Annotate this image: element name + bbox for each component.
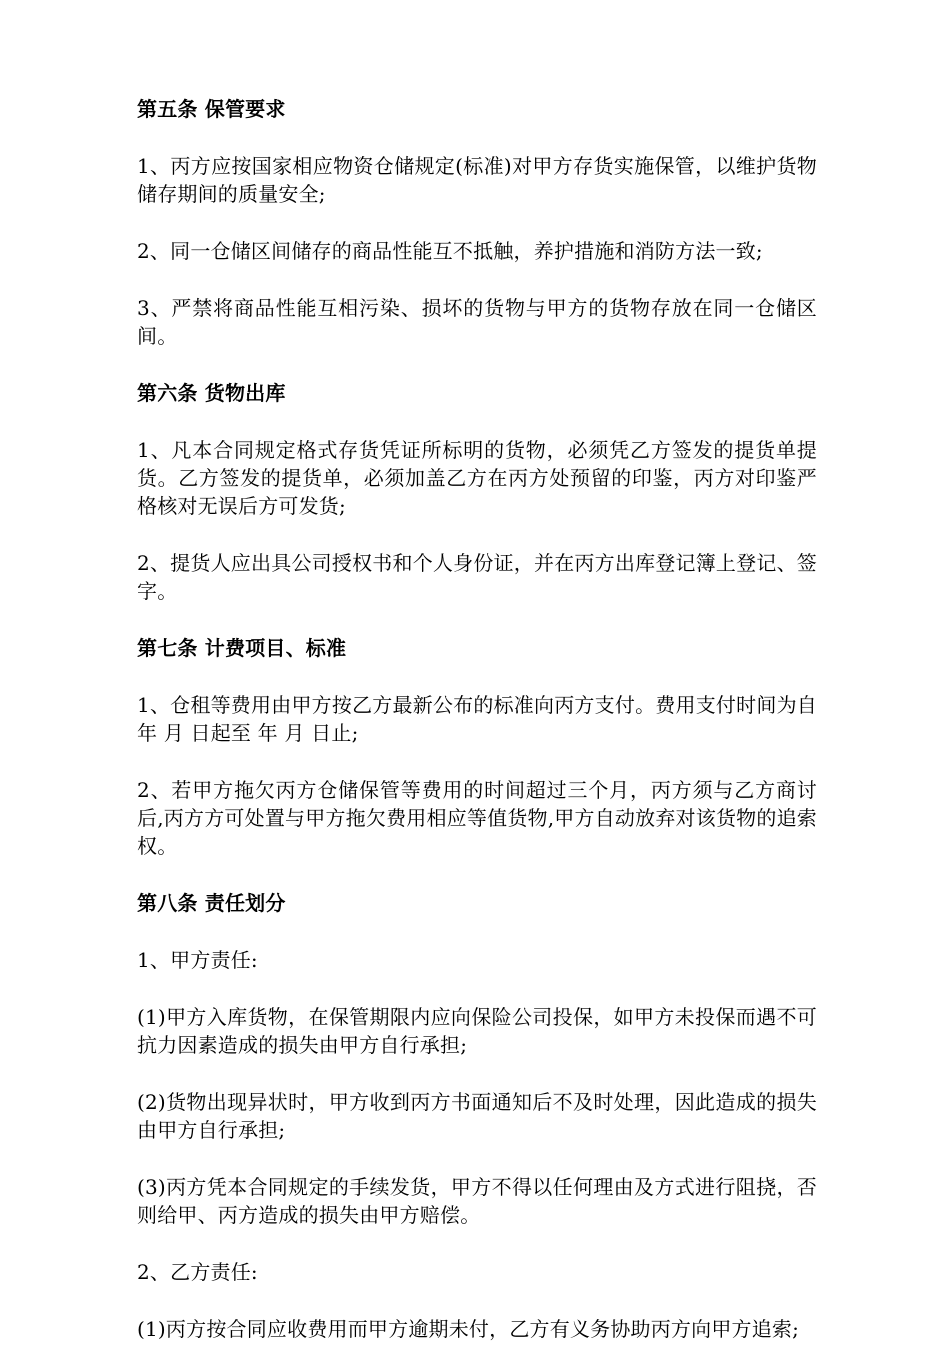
section-8-party-a-item-3: (3)丙方凭本合同规定的手续发货，甲方不得以任何理由及方式进行阻挠，否则给甲、丙方造成的损失由甲方赔偿。: [137, 1175, 817, 1227]
section-6-clause-2: 2、提货人应出具公司授权书和个人身份证，并在丙方出库登记簿上登记、签字。: [137, 551, 817, 603]
section-7-clause-1: 1、仓租等费用由甲方按乙方最新公布的标准向丙方支付。费用支付时间为自 年 月 日起至 年 月 日止;: [137, 693, 817, 745]
section-8-party-a-item-1: (1)甲方入库货物，在保管期限内应向保险公司投保，如甲方未投保而遇不可抗力因素造成的损失由甲方自行承担;: [137, 1005, 817, 1057]
section-5-clause-1: 1、丙方应按国家相应物资仓储规定(标准)对甲方存货实施保管，以维护货物储存期间的质量安全;: [137, 154, 817, 206]
section-heading-6: 第六条 货物出库: [137, 381, 286, 405]
section-8-party-b-item-1: (1)丙方按合同应收费用而甲方逾期未付，乙方有义务协助丙方向甲方追索;: [137, 1317, 800, 1341]
section-5-clause-3: 3、严禁将商品性能互相污染、损坏的货物与甲方的货物存放在同一仓储区间。: [137, 296, 817, 348]
section-8-party-b-title: 2、乙方责任:: [137, 1260, 258, 1284]
section-5-clause-2: 2、同一仓储区间储存的商品性能互不抵触，养护措施和消防方法一致;: [137, 239, 763, 263]
section-6-clause-1: 1、凡本合同规定格式存货凭证所标明的货物，必须凭乙方签发的提货单提货。乙方签发的提货单，必须加盖乙方在丙方处预留的印鉴，丙方对印鉴严格核对无误后方可发货;: [137, 438, 817, 518]
section-heading-8: 第八条 责任划分: [137, 891, 286, 915]
section-7-clause-2: 2、若甲方拖欠丙方仓储保管等费用的时间超过三个月，丙方须与乙方商讨后,丙方方可处置与甲方拖欠费用相应等值货物,甲方自动放弃对该货物的追索权。: [137, 778, 817, 858]
document-body: [137, 95, 817, 1372]
section-8-party-a-item-2: (2)货物出现异状时，甲方收到丙方书面通知后不及时处理，因此造成的损失由甲方自行承担;: [137, 1090, 817, 1142]
section-8-party-a-title: 1、甲方责任:: [137, 948, 258, 972]
section-heading-5: 第五条 保管要求: [137, 97, 286, 121]
section-heading-7: 第七条 计费项目、标准: [137, 636, 347, 660]
